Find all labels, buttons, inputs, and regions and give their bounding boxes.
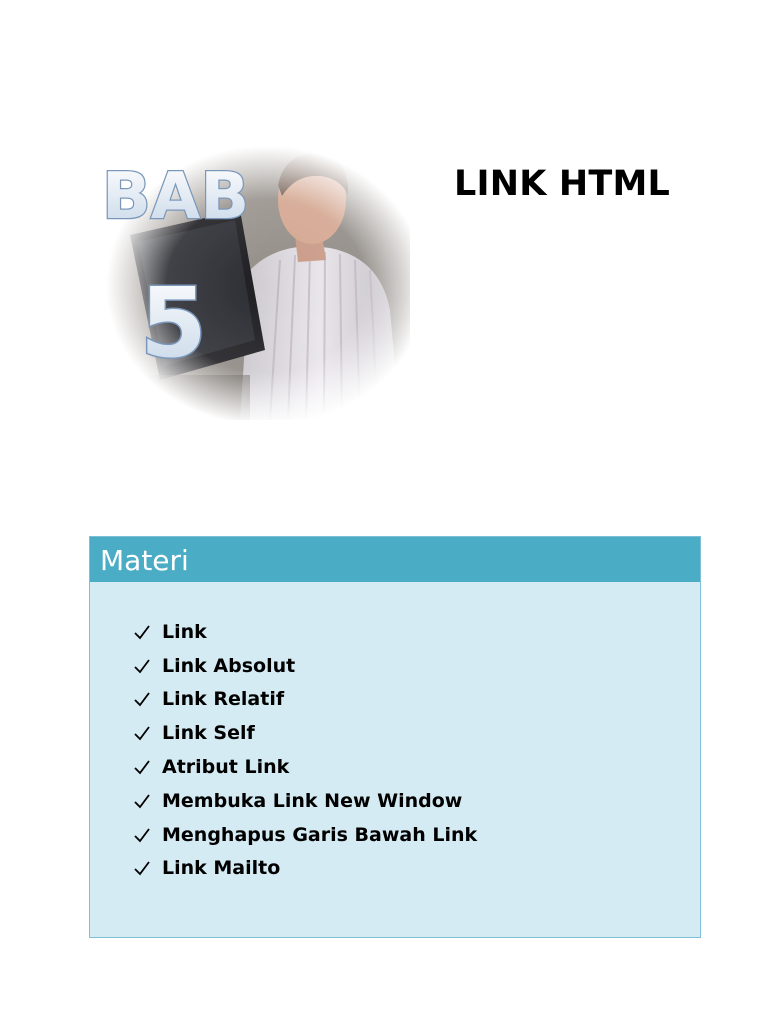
list-item-label: Membuka Link New Window xyxy=(162,789,463,812)
list-item xyxy=(133,852,700,886)
list-item xyxy=(133,615,700,649)
check-icon xyxy=(133,690,151,708)
list-item xyxy=(133,818,700,852)
check-icon xyxy=(133,623,151,641)
list-item xyxy=(133,750,700,784)
list-item xyxy=(133,649,700,683)
materi-list xyxy=(90,582,700,885)
list-item xyxy=(133,683,700,717)
list-item-label: Link Self xyxy=(162,722,255,745)
list-item xyxy=(133,784,700,818)
chapter-illustration xyxy=(90,140,410,420)
check-icon xyxy=(133,826,151,844)
materi-box xyxy=(89,536,701,938)
check-icon xyxy=(133,792,151,810)
list-item-label: Link Mailto xyxy=(162,857,281,880)
list-item-label: Link Absolut xyxy=(162,654,296,677)
chapter-number: 5 xyxy=(140,267,207,379)
list-item xyxy=(133,716,700,750)
list-item-label: Link xyxy=(162,620,207,643)
list-item-label: Atribut Link xyxy=(162,756,290,779)
check-icon xyxy=(133,724,151,742)
page-title: LINK HTML xyxy=(454,164,671,204)
materi-heading: Materi xyxy=(90,537,700,582)
chapter-word: BAB xyxy=(102,160,250,234)
check-icon xyxy=(133,657,151,675)
person-at-computer-image xyxy=(90,140,410,420)
list-item-label: Link Relatif xyxy=(162,688,285,711)
check-icon xyxy=(133,758,151,776)
check-icon xyxy=(133,859,151,877)
list-item-label: Menghapus Garis Bawah Link xyxy=(162,823,478,846)
